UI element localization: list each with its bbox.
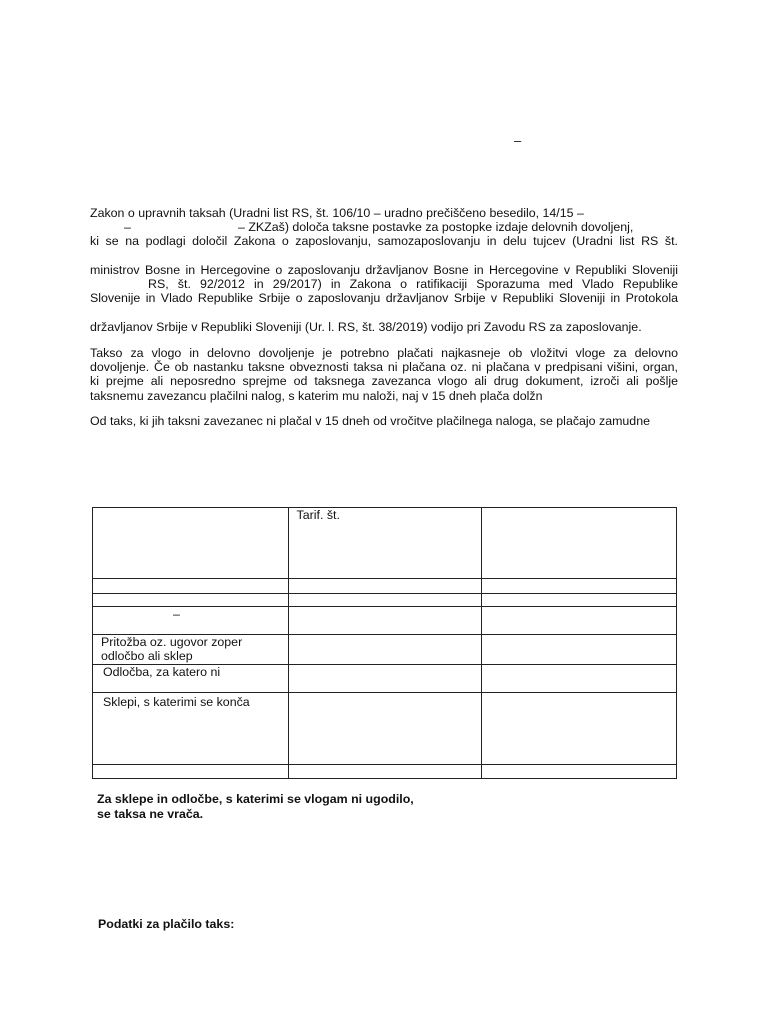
text-line	[90, 220, 678, 234]
table-cell	[288, 607, 481, 635]
table-cell	[288, 579, 481, 594]
paragraph-payment-deadline	[90, 346, 678, 403]
table-cell	[93, 765, 289, 779]
text-line: Od taks, ki jih taksni zavezanec ni plačal v 15 dneh od vročitve plačilnega naloga, se plačajo zamudne	[90, 414, 650, 428]
text-line: ministrov Bosne in Hercegovine o zaposlovanju državljanov Bosne in Hercegovine v Republiki Sloveniji	[90, 262, 678, 277]
text-line: Slovenije in Vlado Republike Srbije o zaposlovanju državljanov Srbije v Republiki Sloveniji in Protokola	[90, 291, 678, 306]
text-dash: –	[124, 220, 131, 235]
payment-heading: Podatki za plačilo taks:	[98, 917, 235, 931]
decision-label: Odločba, za katero ni	[103, 665, 221, 679]
table-cell	[288, 508, 481, 579]
table-row	[93, 594, 677, 607]
table-dash: –	[173, 607, 180, 621]
blank-line	[90, 249, 678, 263]
table-cell	[481, 693, 676, 765]
notice-line: Za sklepe in odločbe, s katerimi se vlogam ni ugodilo,	[97, 792, 414, 806]
table-row	[93, 635, 677, 665]
table-row	[93, 665, 677, 693]
table-cell	[481, 579, 676, 594]
table-cell	[481, 607, 676, 635]
table-cell	[93, 693, 289, 765]
table-cell	[288, 635, 481, 665]
text-line: ki prejme ali neposredno sprejme od taksnega zavezanca vlogo ali drug dokument, izroči ali pošlje	[90, 374, 678, 389]
paragraph-law-intro	[90, 206, 678, 334]
text-line: ki se na podlagi določil Zakona o zaposlovanju, samozaposlovanju in delu tujcev (Uradni list RS št.	[90, 234, 678, 249]
table-cell	[288, 594, 481, 607]
text-line: RS, št. 92/2012 in 29/2017) in Zakona o ratifikaciji Sporazuma med Vlado Republike	[148, 276, 678, 291]
paragraph-late-fees	[90, 414, 678, 428]
table-row	[93, 607, 677, 635]
table-cell	[93, 665, 289, 693]
text-fragment: – ZKZaš) določa taksne postavke za postopke izdaje delovnih dovoljenj,	[238, 220, 634, 235]
table-row	[93, 693, 677, 765]
table-cell	[481, 665, 676, 693]
table-cell	[481, 594, 676, 607]
header-dash: –	[514, 133, 522, 148]
table-cell	[288, 665, 481, 693]
table-cell	[93, 508, 289, 579]
table-cell	[288, 765, 481, 779]
text-line: taksnemu zavezancu plačilni nalog, s katerim mu naloži, naj v 15 dneh plača dolžn	[90, 388, 543, 403]
table-cell	[481, 508, 676, 579]
resolution-label: Sklepi, s katerimi se konča	[103, 695, 250, 709]
refund-notice	[97, 792, 414, 822]
table-cell	[481, 635, 676, 665]
text-line: Zakon o upravnih taksah (Uradni list RS, št. 106/10 – uradno prečiščeno besedilo, 14/15 –	[90, 206, 584, 220]
text-line: državljanov Srbije v Republiki Sloveniji (Ur. l. RS, št. 38/2019) vodijo pri Zavodu RS za zaposlovanje.	[90, 319, 642, 334]
table-row	[93, 765, 677, 779]
table-cell	[93, 579, 289, 594]
table-cell	[481, 765, 676, 779]
blank-line	[90, 305, 678, 319]
appeal-label-line: odločbo ali sklep	[101, 649, 193, 663]
appeal-label-line: Pritožba oz. ugovor zoper	[101, 635, 243, 649]
table-row	[93, 508, 677, 579]
table-cell	[288, 693, 481, 765]
table-row	[93, 579, 677, 594]
table-cell	[93, 635, 289, 665]
tariff-number-header: Tarif. št.	[296, 508, 340, 522]
table-cell	[93, 594, 289, 607]
text-line: Takso za vlogo in delovno dovoljenje je potrebno plačati najkasneje ob vložitvi vloge za delovno	[90, 346, 678, 360]
notice-line: se taksa ne vrača.	[97, 807, 204, 821]
text-line: dovoljenje. Če ob nastanku taksne obveznosti taksa ni plačana oz. ni plačana v predpisani višini, organ,	[90, 360, 678, 375]
fee-table	[92, 507, 677, 779]
table-cell	[93, 607, 289, 635]
